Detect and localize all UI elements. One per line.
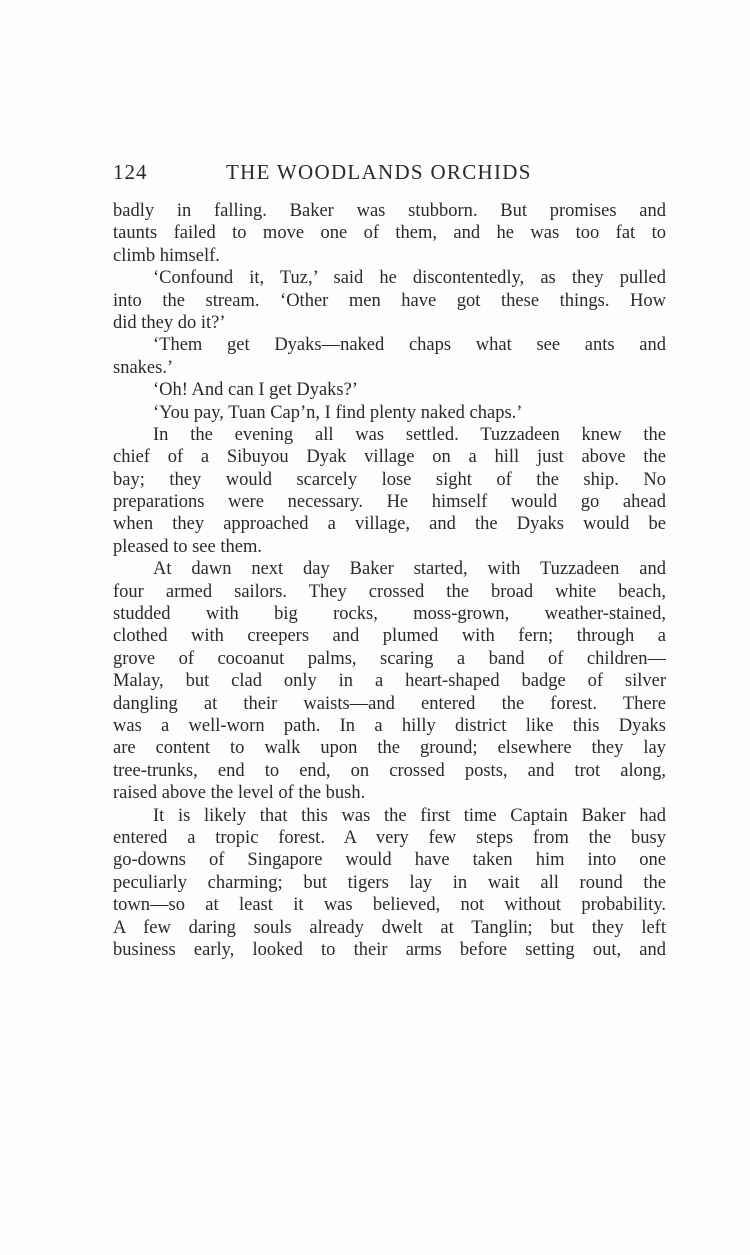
text-line: pleased to see them. [113,536,262,557]
text-line: bay; they would scarcely lose sight of the ship. No [113,469,666,490]
text-line: raised above the level of the bush. [113,783,366,804]
text-line: It is likely that this was the first time Captain Baker had [153,805,666,826]
text-line: was a well-worn path. In a hilly district like this Dyaks [113,715,666,736]
text-line: are content to walk upon the ground; elsewhere they lay [113,738,666,759]
text-line: snakes.’ [113,357,174,378]
text-line: In the evening all was settled. Tuzzadeen knew the [153,424,666,445]
text-line: ‘Confound it, Tuz,’ said he discontentedly, as they pulled [153,268,666,289]
text-line: go-downs of Singapore would have taken him into one [113,850,666,871]
text-line: A few daring souls already dwelt at Tanglin; but they left [113,917,666,938]
text-line: into the stream. ‘Other men have got these things. How [113,290,666,311]
text-line: ‘Them get Dyaks—naked chaps what see ants and [153,335,666,356]
text-line: chief of a Sibuyou Dyak village on a hill just above the [113,447,666,468]
body-text [113,200,666,961]
running-header [113,160,668,194]
text-line: climb himself. [113,245,220,266]
text-line: business early, looked to their arms before setting out, and [113,939,666,960]
text-line: At dawn next day Baker started, with Tuzzadeen and [153,559,666,580]
text-line: did they do it?’ [113,312,226,333]
text-line: studded with big rocks, moss-grown, weather-stained, [113,604,666,625]
text-line: dangling at their waists—and entered the forest. There [113,693,666,714]
text-line: taunts failed to move one of them, and he was too fat to [113,223,666,244]
text-line: Malay, but clad only in a heart-shaped badge of silver [113,671,666,692]
text-line: four armed sailors. They crossed the broad white beach, [113,581,666,602]
text-line: preparations were necessary. He himself would go ahead [113,492,666,513]
text-line: tree-trunks, end to end, on crossed posts, and trot along, [113,760,666,781]
text-line: grove of cocoanut palms, scaring a band of children— [113,648,666,669]
running-title: THE WOODLANDS ORCHIDS [226,160,532,184]
text-line: ‘Oh! And can I get Dyaks?’ [153,380,358,401]
text-line: badly in falling. Baker was stubborn. But promises and [113,201,666,221]
text-line: clothed with creepers and plumed with fern; through a [113,626,666,647]
text-line: when they approached a village, and the Dyaks would be [113,514,666,535]
page-number: 124 [113,160,148,184]
text-line: entered a tropic forest. A very few steps from the busy [113,827,666,848]
text-line: ‘You pay, Tuan Cap’n, I find plenty naked chaps.’ [153,402,523,423]
text-line: peculiarly charming; but tigers lay in wait all round the [113,872,666,893]
text-line: town—so at least it was believed, not without probability. [113,895,666,916]
